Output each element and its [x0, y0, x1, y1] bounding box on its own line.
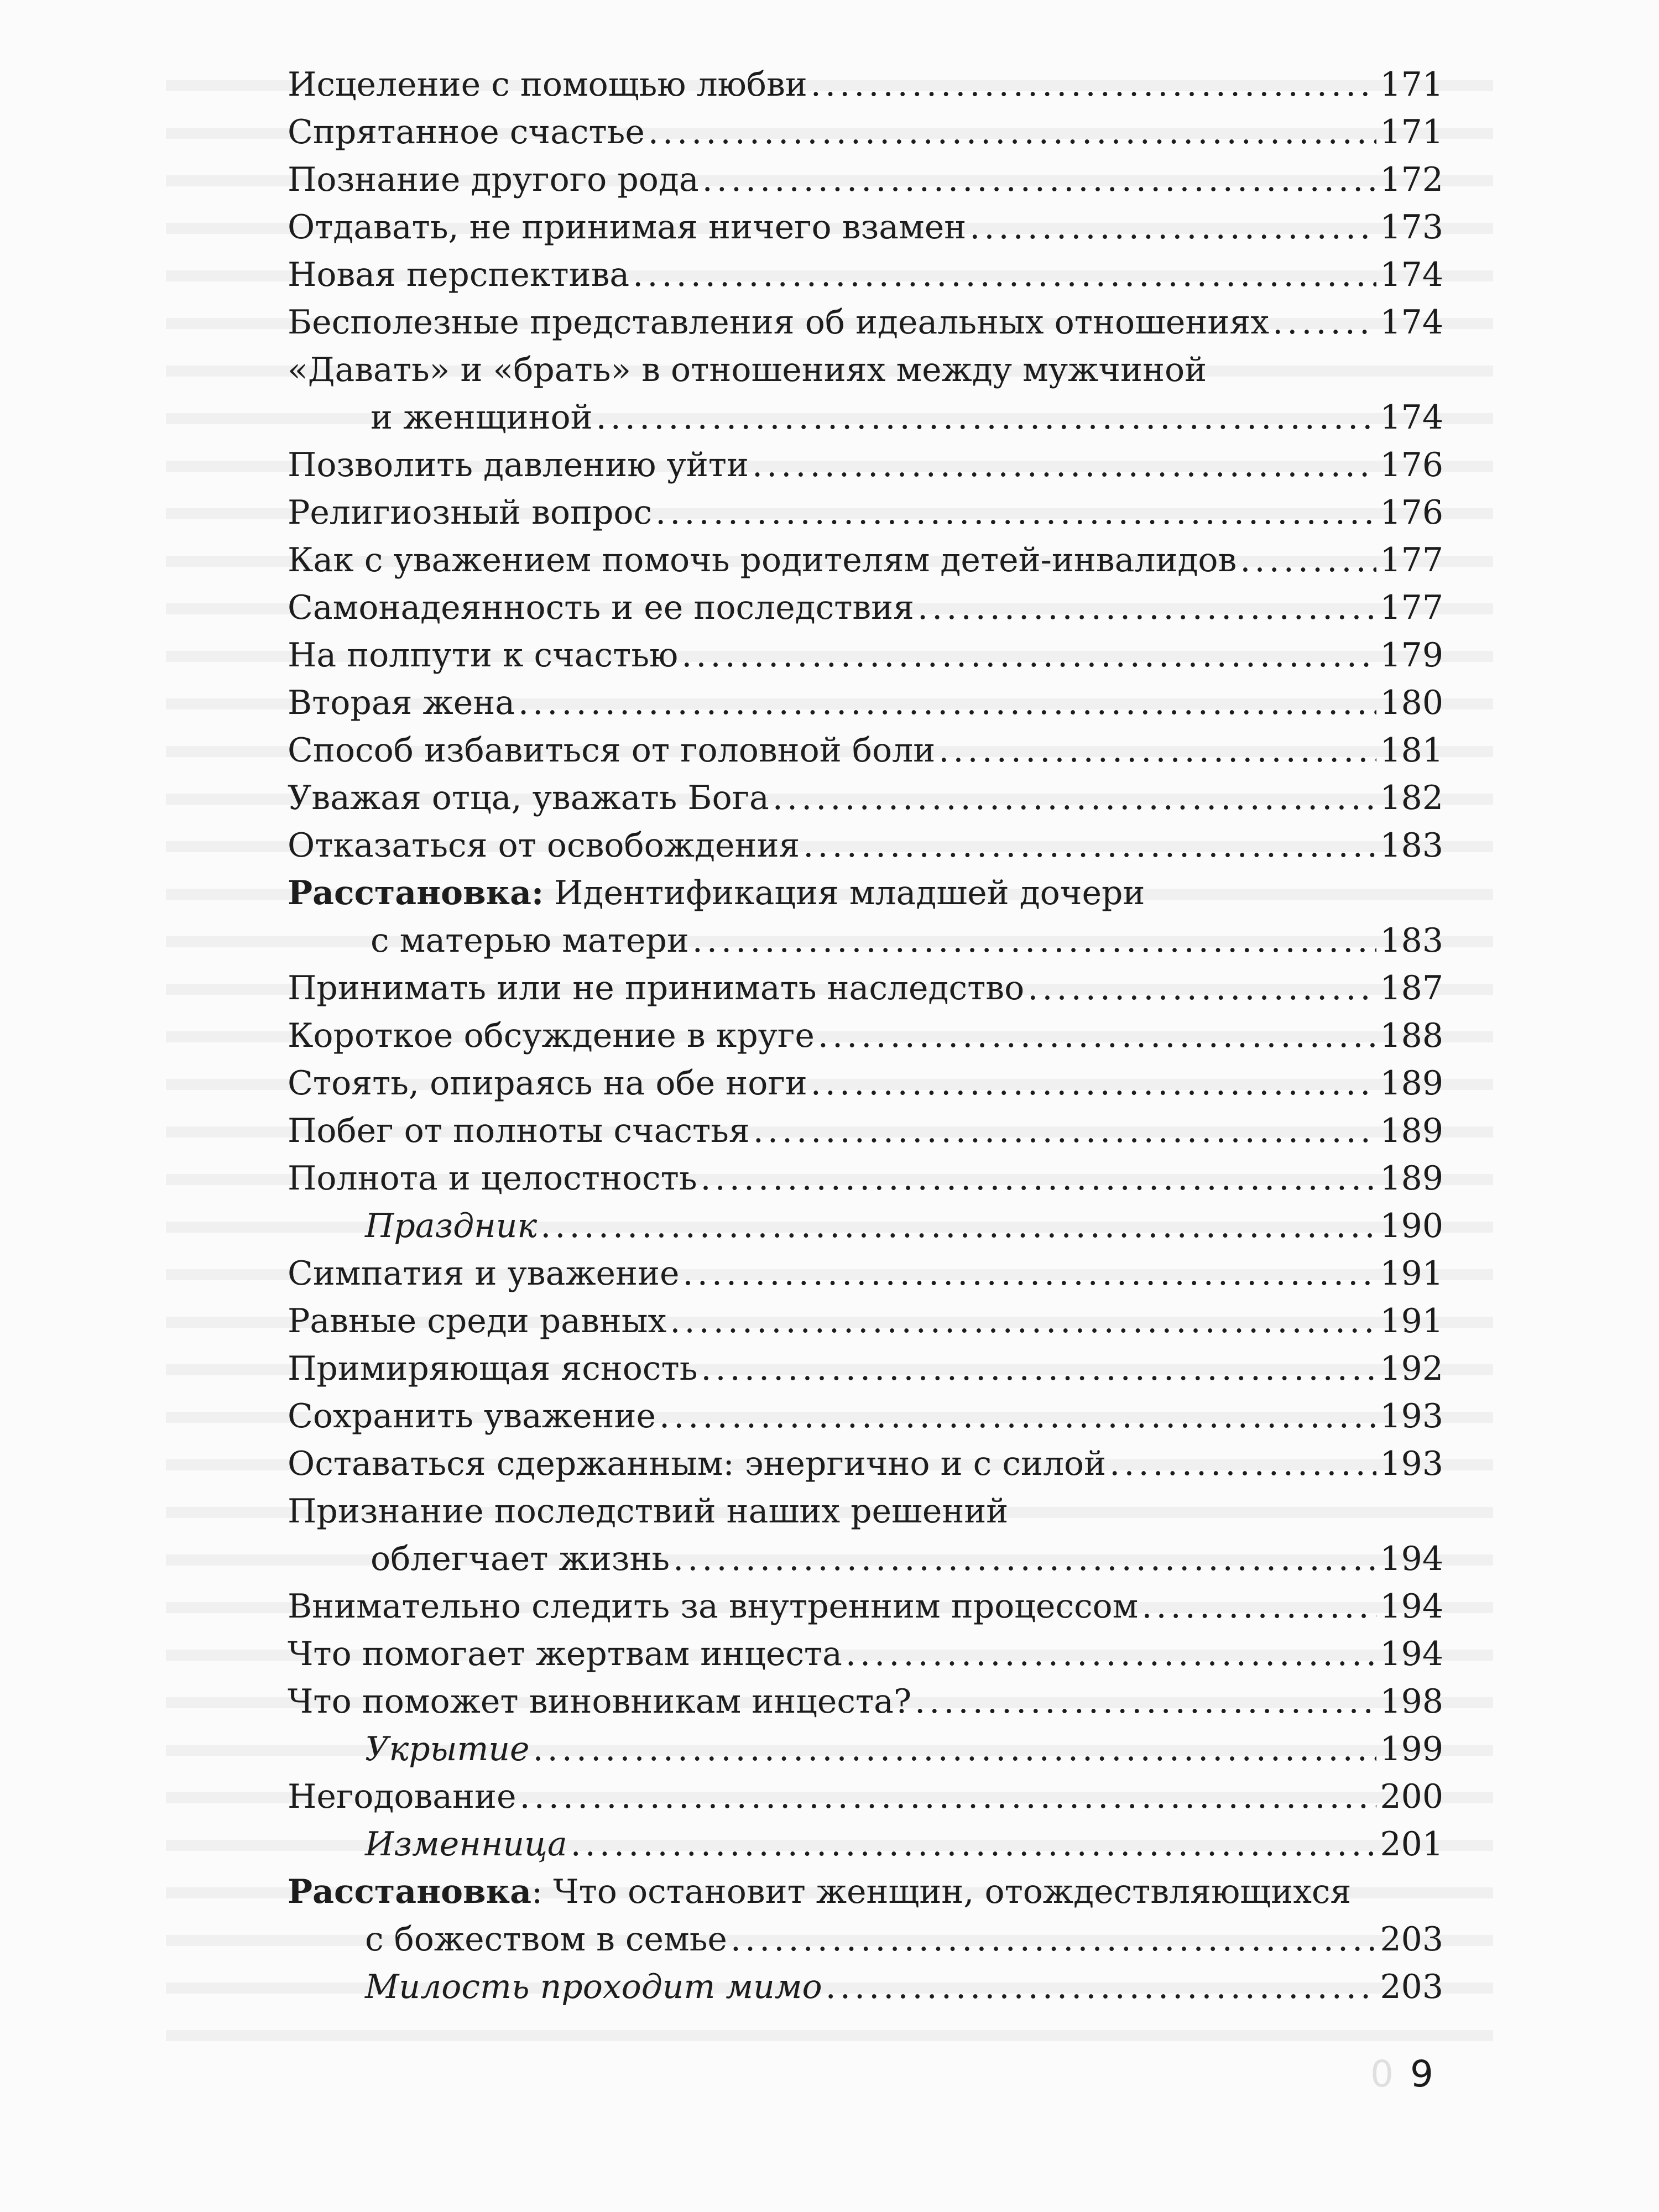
toc-entry-title: Оставаться сдержанным: энергично и с силой [288, 1444, 1107, 1483]
leader-dots [659, 1392, 1376, 1440]
toc-entry-constellation [288, 869, 1443, 964]
leader-dots [670, 1297, 1376, 1345]
leader-dots [818, 1012, 1377, 1060]
toc-entry [288, 1297, 1443, 1345]
toc-entry-page: 180 [1380, 684, 1443, 722]
toc-entry-constellation [288, 1868, 1443, 1963]
toc-entry-title-line2: и женщиной [371, 398, 593, 437]
toc-entry [288, 1773, 1443, 1820]
leader-dots [826, 1963, 1377, 2011]
toc-entry-title: Вторая жена [288, 684, 515, 722]
toc-entry-story [288, 1820, 1443, 1868]
leader-dots [683, 1250, 1377, 1297]
toc-entry-page: 189 [1380, 1112, 1443, 1150]
toc-entry-page: 177 [1380, 541, 1443, 580]
toc-entry [288, 964, 1443, 1012]
leader-dots [1272, 299, 1376, 346]
leader-dots [633, 251, 1376, 299]
toc-entry-title: Равные среди равных [288, 1302, 667, 1340]
toc-entry-page: 194 [1380, 1540, 1443, 1578]
toc-entry-title: Как с уважением помочь родителям детей-инвалидов [288, 541, 1237, 580]
toc-entry-page: 182 [1380, 779, 1443, 817]
toc-entry-title: Стоять, опираясь на обе ноги [288, 1064, 807, 1103]
toc-entry-title: Побег от полноты счастья [288, 1112, 750, 1150]
toc-entry-title: Внимательно следить за внутренним процессом [288, 1587, 1139, 1626]
leader-dots [752, 441, 1376, 489]
toc-entry-title: Бесполезные представления об идеальных отношениях [288, 303, 1270, 342]
toc-entry-title: Религиозный вопрос [288, 493, 653, 532]
toc-entry-title: Способ избавиться от головной боли [288, 731, 936, 770]
toc-entry-page: 203 [1380, 1920, 1443, 1959]
toc-entry-title: Уважая отца, уважать Бога [288, 779, 769, 817]
toc-entry-title: Познание другого рода [288, 160, 699, 199]
toc-entry-page: 192 [1380, 1349, 1443, 1388]
toc-entry-page: 181 [1380, 731, 1443, 770]
leader-dots [1027, 964, 1376, 1012]
toc-entry-title: Негодование [288, 1777, 517, 1816]
toc-entry [288, 61, 1443, 108]
toc-entry-page: 191 [1380, 1302, 1443, 1340]
leader-dots [520, 1773, 1377, 1820]
toc-entry-title-line1: : Что остановит женщин, отождествляющихся [531, 1872, 1352, 1911]
leader-dots [917, 584, 1376, 632]
leader-dots [753, 1107, 1377, 1155]
leader-dots [702, 156, 1377, 204]
toc-entry-title: Короткое обсуждение в круге [288, 1016, 815, 1055]
toc-entry-title-line2: облегчает жизнь [371, 1540, 670, 1578]
toc-entry [288, 441, 1443, 489]
toc-entry-title: Спрятанное счастье [288, 113, 645, 152]
toc-entry [288, 584, 1443, 632]
toc-entry-title: Исцеление с помощью любви [288, 65, 807, 104]
leader-dots [540, 1202, 1376, 1250]
leader-dots [846, 1630, 1377, 1678]
toc-entry [288, 489, 1443, 536]
toc-entry-title: Полнота и целостность [288, 1159, 697, 1198]
leader-dots [938, 727, 1376, 774]
toc-entry [288, 1250, 1443, 1297]
toc-entry [288, 1630, 1443, 1678]
leader-dots [571, 1820, 1377, 1868]
leader-dots [811, 1060, 1377, 1107]
toc-entry-page: 190 [1380, 1207, 1443, 1245]
toc-entry [288, 1345, 1443, 1392]
toc-entry-page: 203 [1380, 1968, 1443, 2006]
toc-entry [288, 1583, 1443, 1630]
toc-entry [288, 346, 1443, 441]
toc-entry [288, 1107, 1443, 1155]
toc-entry-story [288, 1725, 1443, 1773]
toc-entry-title-line1: Идентификация младшей дочери [544, 874, 1145, 912]
toc-entry-page: 191 [1380, 1254, 1443, 1293]
leader-dots [518, 679, 1376, 727]
toc-entry [288, 536, 1443, 584]
toc-entry-page: 179 [1380, 636, 1443, 675]
toc-entry-page: 200 [1380, 1777, 1443, 1816]
leader-dots [731, 1916, 1377, 1963]
leader-dots [803, 822, 1376, 869]
toc-entry-page: 194 [1380, 1635, 1443, 1673]
toc-entry [288, 1392, 1443, 1440]
toc-entry-page: 174 [1380, 255, 1443, 294]
toc-entry-page: 172 [1380, 160, 1443, 199]
toc-entry-page: 189 [1380, 1159, 1443, 1198]
section-label: Расстановка [288, 1872, 531, 1911]
toc-entry-title: Что поможет виновникам инцеста? [288, 1682, 912, 1721]
section-label: Расстановка: [288, 874, 544, 912]
toc-entry [288, 1440, 1443, 1488]
toc-entry-page: 171 [1380, 113, 1443, 152]
toc-entry-title: Укрытие [365, 1730, 530, 1768]
toc-entry [288, 156, 1443, 204]
toc-entry-page: 171 [1380, 65, 1443, 104]
toc-entry-page: 174 [1380, 303, 1443, 342]
toc-entry-story [288, 1963, 1443, 2011]
toc-entry [288, 1488, 1443, 1583]
toc-entry-title: Отдавать, не принимая ничего взамен [288, 208, 967, 247]
toc-entry-title: Позволить давлению уйти [288, 446, 749, 484]
toc-entry-title: Симпатия и уважение [288, 1254, 680, 1293]
toc-entry-title: На полпути к счастью [288, 636, 679, 675]
leader-dots [915, 1678, 1376, 1725]
leader-dots [811, 61, 1377, 108]
toc-entry-page: 183 [1380, 921, 1443, 960]
toc-entry-title: Изменница [365, 1825, 567, 1864]
leader-dots [1109, 1440, 1376, 1488]
toc-entry-title: Праздник [365, 1207, 538, 1245]
toc-entry-page: 176 [1380, 446, 1443, 484]
leader-dots [533, 1725, 1377, 1773]
toc-entry-story [288, 1202, 1443, 1250]
toc-entry [288, 204, 1443, 251]
toc-entry [288, 251, 1443, 299]
toc-entry [288, 299, 1443, 346]
leader-dots [1141, 1583, 1376, 1630]
toc-entry-title-line2: с матерью матери [371, 921, 689, 960]
leader-dots [673, 1535, 1376, 1583]
toc-entry-page: 189 [1380, 1064, 1443, 1103]
leader-dots [1240, 536, 1376, 584]
toc-entry [288, 822, 1443, 869]
toc-entry-page: 174 [1380, 398, 1443, 437]
toc-entry-title: Новая перспектива [288, 255, 630, 294]
toc-entry-page: 201 [1380, 1825, 1443, 1864]
toc-entry-title-line2: с божеством в семье [365, 1920, 727, 1959]
toc-entry-page: 173 [1380, 208, 1443, 247]
toc-entry [288, 679, 1443, 727]
leader-dots [655, 489, 1376, 536]
toc-entry-page: 194 [1380, 1587, 1443, 1626]
toc-entry [288, 1060, 1443, 1107]
toc-entry-page: 187 [1380, 969, 1443, 1008]
toc-entry-page: 177 [1380, 588, 1443, 627]
toc-entry-page: 199 [1380, 1730, 1443, 1768]
toc-entry [288, 108, 1443, 156]
toc-entry-page: 193 [1380, 1397, 1443, 1436]
toc-entry [288, 727, 1443, 774]
toc-entry-title: Милость проходит мимо [365, 1968, 822, 2006]
toc-entry [288, 1678, 1443, 1725]
leader-dots [701, 1345, 1376, 1392]
toc-entry-title: Что помогает жертвам инцеста [288, 1635, 842, 1673]
page-number: 9 [1410, 2053, 1433, 2095]
toc-entry-title: Примиряющая ясность [288, 1349, 698, 1388]
leader-dots [681, 632, 1376, 679]
toc-entry [288, 1012, 1443, 1060]
page-number-ghost: 0 [1370, 2053, 1394, 2095]
leader-dots [773, 774, 1377, 822]
toc-entry-title-line1: «Давать» и «брать» в отношениях между мужчиной [288, 351, 1207, 389]
toc-entry [288, 1155, 1443, 1202]
toc-entry-page: 176 [1380, 493, 1443, 532]
toc-entry-page: 183 [1380, 826, 1443, 865]
toc-entry-title: Самонадеянность и ее последствия [288, 588, 915, 627]
toc-entry-title: Принимать или не принимать наследство [288, 969, 1025, 1008]
toc-entry [288, 632, 1443, 679]
toc-entry-page: 193 [1380, 1444, 1443, 1483]
leader-dots [969, 204, 1376, 251]
table-of-contents [288, 61, 1443, 2011]
leader-dots [596, 394, 1377, 441]
toc-entry-title: Отказаться от освобождения [288, 826, 800, 865]
toc-entry [288, 774, 1443, 822]
leader-dots [700, 1155, 1376, 1202]
leader-dots [692, 917, 1377, 964]
toc-entry-page: 188 [1380, 1016, 1443, 1055]
toc-entry-page: 198 [1380, 1682, 1443, 1721]
toc-entry-title: Сохранить уважение [288, 1397, 656, 1436]
toc-entry-title-line1: Признание последствий наших решений [288, 1492, 1009, 1531]
leader-dots [648, 108, 1377, 156]
